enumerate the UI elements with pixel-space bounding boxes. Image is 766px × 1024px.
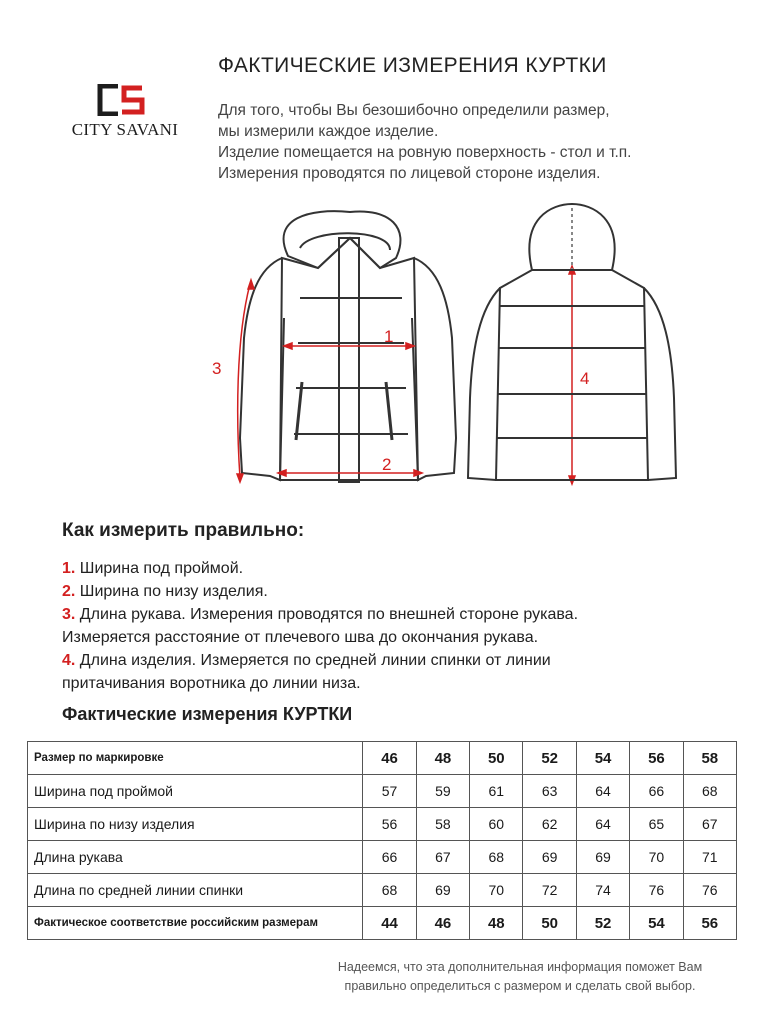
- table-cell: 69: [416, 874, 469, 907]
- table-cell: 46: [363, 742, 416, 775]
- label-3: 3: [212, 359, 222, 378]
- table-cell: 48: [416, 742, 469, 775]
- intro-line: мы измерили каждое изделие.: [218, 123, 439, 140]
- row-label: Ширина по низу изделия: [28, 808, 363, 841]
- table-cell: 67: [416, 841, 469, 874]
- table-cell: 66: [363, 841, 416, 874]
- table-heading: Фактические измерения КУРТКИ: [62, 704, 353, 724]
- table-row: [28, 808, 737, 841]
- table-cell: 50: [470, 742, 523, 775]
- footer-line: Надеемся, что эта дополнительная информация поможет Вам: [337, 960, 703, 974]
- step-text: Измеряется расстояние от плечевого шва до окончания рукава.: [62, 629, 539, 646]
- row-label: Фактическое соответствие российским размерам: [28, 907, 363, 940]
- row-label: Ширина под проймой: [28, 775, 363, 808]
- table-row: [28, 775, 737, 808]
- label-2: 2: [382, 455, 392, 474]
- table-cell: 50: [523, 907, 576, 940]
- row-label: Размер по маркировке: [28, 742, 363, 775]
- table-cell: 64: [576, 775, 629, 808]
- table-cell: 65: [630, 808, 683, 841]
- table-row: [28, 742, 737, 775]
- table-cell: 52: [523, 742, 576, 775]
- step-text: притачивания воротника до линии низа.: [62, 675, 361, 692]
- step-number: 3.: [62, 606, 76, 623]
- table-cell: 61: [470, 775, 523, 808]
- table-row: [28, 874, 737, 907]
- table-row: [28, 841, 737, 874]
- brand-name: CITY SAVANI: [71, 120, 179, 139]
- table-cell: 62: [523, 808, 576, 841]
- step-item: [62, 603, 742, 626]
- table-cell: 56: [683, 907, 736, 940]
- brand-logo: [60, 84, 190, 144]
- step-item: [62, 626, 742, 649]
- how-to-heading: Как измерить правильно:: [62, 520, 305, 541]
- table-cell: 59: [416, 775, 469, 808]
- table-cell: 67: [683, 808, 736, 841]
- table-cell: 69: [523, 841, 576, 874]
- cs-logo-icon: [96, 84, 146, 116]
- step-text: Ширина под проймой.: [79, 560, 244, 577]
- table-cell: 66: [630, 775, 683, 808]
- table-cell: 58: [416, 808, 469, 841]
- table-cell: 48: [470, 907, 523, 940]
- table-cell: 76: [683, 874, 736, 907]
- intro-text: [218, 100, 738, 184]
- table-cell: 71: [683, 841, 736, 874]
- intro-line: Для того, чтобы Вы безошибочно определили размер,: [218, 102, 610, 119]
- table-cell: 56: [363, 808, 416, 841]
- table-cell: 68: [470, 841, 523, 874]
- footer-line: правильно определиться с размером и сделать свой выбор.: [344, 979, 696, 993]
- step-text: Длина изделия. Измеряется по средней линии спинки от линии: [79, 652, 551, 669]
- size-table: [27, 741, 737, 940]
- step-text: Длина рукава. Измерения проводятся по внешней стороне рукава.: [79, 606, 579, 623]
- table-row: [28, 907, 737, 940]
- measure-lines: [237, 266, 575, 484]
- jacket-diagram: [200, 198, 690, 498]
- intro-line: Изделие помещается на ровную поверхность - стол и т.п.: [218, 144, 632, 161]
- step-text: Ширина по низу изделия.: [79, 583, 268, 600]
- table-cell: 58: [683, 742, 736, 775]
- table-cell: 46: [416, 907, 469, 940]
- table-cell: 57: [363, 775, 416, 808]
- step-item: [62, 580, 742, 603]
- table-cell: 44: [363, 907, 416, 940]
- steps-list: [62, 557, 742, 695]
- table-cell: 69: [576, 841, 629, 874]
- label-1: 1: [384, 327, 394, 346]
- table-cell: 68: [683, 775, 736, 808]
- step-item: [62, 649, 742, 672]
- table-cell: 63: [523, 775, 576, 808]
- table-cell: 70: [470, 874, 523, 907]
- table-cell: 52: [576, 907, 629, 940]
- table-cell: 68: [363, 874, 416, 907]
- footer-note: [300, 958, 740, 996]
- row-label: Длина рукава: [28, 841, 363, 874]
- table-cell: 72: [523, 874, 576, 907]
- table-cell: 76: [630, 874, 683, 907]
- table-cell: 60: [470, 808, 523, 841]
- step-number: 4.: [62, 652, 76, 669]
- page-title: ФАКТИЧЕСКИЕ ИЗМЕРЕНИЯ КУРТКИ: [218, 54, 607, 77]
- table-cell: 54: [576, 742, 629, 775]
- table-cell: 56: [630, 742, 683, 775]
- step-item: [62, 672, 742, 695]
- table-cell: 64: [576, 808, 629, 841]
- step-item: [62, 557, 742, 580]
- table-cell: 74: [576, 874, 629, 907]
- table-cell: 54: [630, 907, 683, 940]
- step-number: 1.: [62, 560, 76, 577]
- table-cell: 70: [630, 841, 683, 874]
- row-label: Длина по средней линии спинки: [28, 874, 363, 907]
- label-4: 4: [580, 369, 590, 388]
- step-number: 2.: [62, 583, 76, 600]
- intro-line: Измерения проводятся по лицевой стороне изделия.: [218, 165, 601, 182]
